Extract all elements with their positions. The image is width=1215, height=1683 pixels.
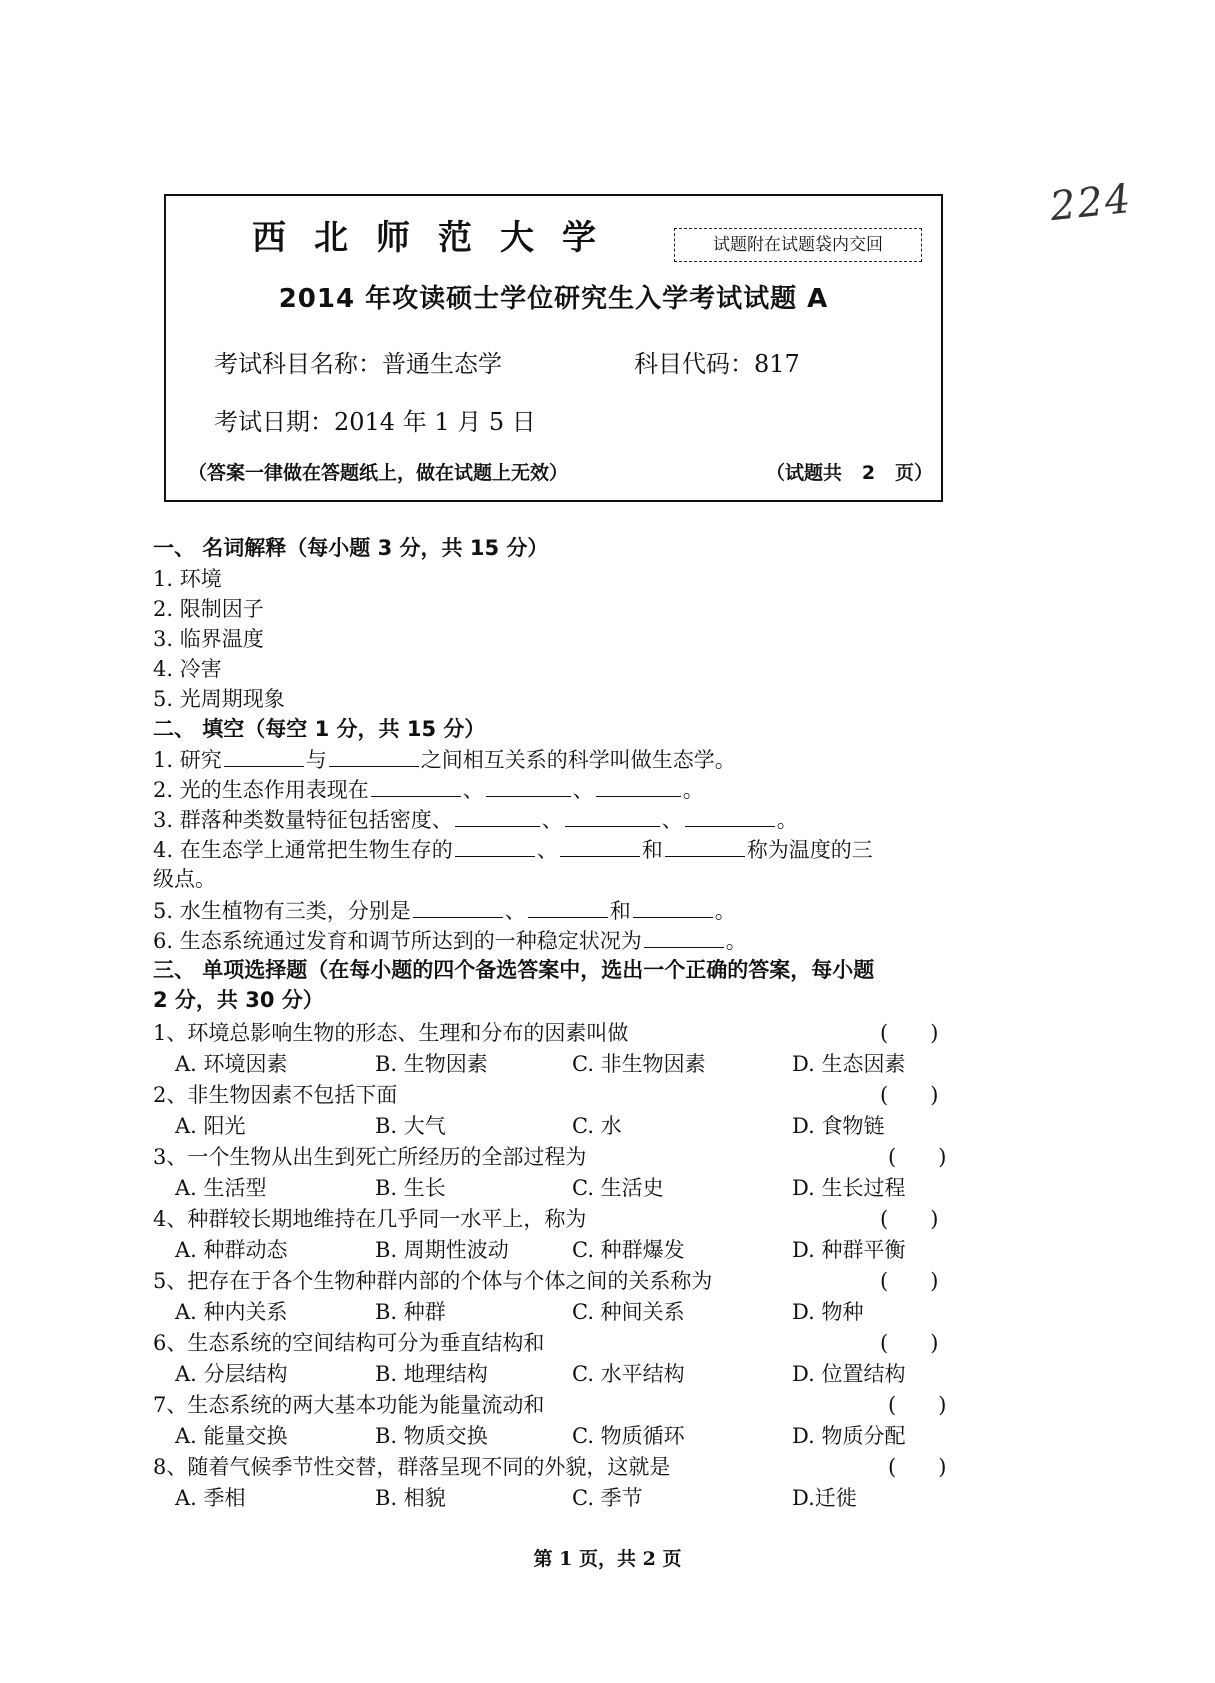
mcq-option: A. 阳光 [175, 1114, 246, 1138]
mcq-question: 8、随着气候季节性交替，群落呈现不同的外貌，这就是 [153, 1455, 671, 1479]
mcq-option: C. 种间关系 [572, 1300, 685, 1324]
mcq-question: 5、把存在于各个生物种群内部的个体与个体之间的关系称为 [153, 1269, 713, 1293]
mcq-option: C. 种群爆发 [572, 1238, 685, 1262]
section2-title: 二、 填空（每空 1 分，共 15 分） [153, 717, 486, 741]
university-name: 西北师范大学 [252, 218, 624, 258]
mcq-option: A. 生活型 [175, 1176, 267, 1200]
mcq-option: D.迁徙 [792, 1486, 857, 1510]
subject-label: 考试科目名称： [214, 350, 382, 378]
term-item: 5. 光周期现象 [153, 687, 285, 711]
answer-parentheses: ( ) [888, 1393, 947, 1417]
mcq-option: D. 物种 [792, 1300, 864, 1324]
mcq-option: D. 种群平衡 [792, 1238, 906, 1262]
answer-blank [633, 897, 713, 918]
mcq-question: 2、非生物因素不包括下面 [153, 1083, 398, 1107]
subject-name: 普通生态学 [382, 350, 502, 378]
answer-blank [685, 806, 775, 827]
mcq-option: D. 物质分配 [792, 1424, 906, 1448]
mcq-option: B. 生物因素 [375, 1052, 488, 1076]
mcq-option: B. 生长 [375, 1176, 446, 1200]
mcq-option: D. 生态因素 [792, 1052, 906, 1076]
exam-header-box [164, 194, 943, 502]
answer-blank [560, 836, 640, 857]
mcq-option: D. 生长过程 [792, 1176, 906, 1200]
mcq-option: D. 食物链 [792, 1114, 885, 1138]
code-label: 科目代码： [634, 350, 754, 378]
pages-note: （试题共 2 页） [766, 462, 933, 484]
mcq-option: D. 位置结构 [792, 1362, 906, 1386]
mcq-option: B. 种群 [375, 1300, 446, 1324]
term-item: 3. 临界温度 [153, 627, 264, 651]
fill-q5: 5. 水生植物有三类，分别是 、 和 。 [153, 899, 736, 923]
fill-q1: 1. 研究 与 之间相互关系的科学叫做生态学。 [153, 748, 736, 772]
mcq-question: 4、种群较长期地维持在几乎同一水平上，称为 [153, 1207, 587, 1231]
code-value: 817 [754, 350, 800, 378]
handwritten-page-number: 224 [1047, 175, 1135, 231]
term-item: 4. 冷害 [153, 657, 222, 681]
mcq-option: C. 非生物因素 [572, 1052, 706, 1076]
answer-blank [371, 776, 461, 797]
answer-blank [413, 897, 503, 918]
mcq-question: 7、生态系统的两大基本功能为能量流动和 [153, 1393, 545, 1417]
mcq-option: A. 分层结构 [175, 1362, 288, 1386]
mcq-option: B. 周期性波动 [375, 1238, 509, 1262]
fill-q3: 3. 群落种类数量特征包括密度、 、 、 。 [153, 808, 798, 832]
page-footer: 第 1 页，共 2 页 [533, 1548, 682, 1570]
date-label: 考试日期： [214, 408, 334, 436]
return-note-box: 试题附在试题袋内交回 [674, 228, 922, 262]
term-item: 2. 限制因子 [153, 597, 264, 621]
mcq-option: C. 水 [572, 1114, 622, 1138]
section1-title: 一、 名词解释（每小题 3 分，共 15 分） [153, 536, 549, 560]
mcq-option: A. 种内关系 [175, 1300, 288, 1324]
answer-blank [644, 927, 724, 948]
mcq-option: B. 相貌 [375, 1486, 446, 1510]
mcq-option: A. 种群动态 [175, 1238, 288, 1262]
fill-q4: 4. 在生态学上通常把生物生存的 、 和 称为温度的三 [153, 838, 873, 862]
answer-parentheses: ( ) [888, 1455, 947, 1479]
section3-title-line1: 三、 单项选择题（在每小题的四个备选答案中，选出一个正确的答案，每小题 [153, 958, 875, 982]
answer-blank [665, 836, 745, 857]
mcq-option: C. 季节 [572, 1486, 643, 1510]
answer-blank [455, 836, 535, 857]
mcq-option: A. 能量交换 [175, 1424, 288, 1448]
answer-blank [596, 776, 681, 797]
mcq-question: 3、一个生物从出生到死亡所经历的全部过程为 [153, 1145, 587, 1169]
answer-blank [565, 806, 660, 827]
answer-note: （答案一律做在答题纸上，做在试题上无效） [188, 462, 569, 484]
fill-q4-cont: 级点。 [153, 867, 216, 891]
section3-title-line2: 2 分，共 30 分） [153, 988, 324, 1012]
answer-blank [329, 746, 419, 767]
answer-parentheses: ( ) [880, 1331, 939, 1355]
answer-blank [486, 776, 571, 797]
exam-title: 2014 年攻读硕士学位研究生入学考试试题 A [278, 284, 829, 314]
mcq-option: A. 环境因素 [175, 1052, 288, 1076]
mcq-option: C. 生活史 [572, 1176, 664, 1200]
mcq-option: B. 物质交换 [375, 1424, 488, 1448]
mcq-option: B. 大气 [375, 1114, 446, 1138]
mcq-option: C. 水平结构 [572, 1362, 685, 1386]
pages-count: 2 [861, 462, 876, 484]
mcq-option: B. 地理结构 [375, 1362, 488, 1386]
fill-q6: 6. 生态系统通过发育和调节所达到的一种稳定状况为 。 [153, 929, 747, 953]
answer-blank [224, 746, 304, 767]
answer-parentheses: ( ) [880, 1021, 939, 1045]
term-item: 1. 环境 [153, 567, 222, 591]
mcq-question: 6、生态系统的空间结构可分为垂直结构和 [153, 1331, 545, 1355]
answer-blank [455, 806, 540, 827]
mcq-option: A. 季相 [175, 1486, 246, 1510]
answer-blank [528, 897, 608, 918]
mcq-option: C. 物质循环 [572, 1424, 685, 1448]
subject-row [214, 344, 502, 379]
code-row [634, 344, 800, 379]
fill-q2: 2. 光的生态作用表现在 、 、 。 [153, 778, 704, 802]
answer-parentheses: ( ) [880, 1207, 939, 1231]
answer-parentheses: ( ) [880, 1269, 939, 1293]
answer-parentheses: ( ) [880, 1083, 939, 1107]
mcq-question: 1、环境总影响生物的形态、生理和分布的因素叫做 [153, 1021, 629, 1045]
date-row [214, 402, 536, 437]
answer-parentheses: ( ) [888, 1145, 947, 1169]
date-value: 2014 年 1 月 5 日 [334, 408, 536, 436]
